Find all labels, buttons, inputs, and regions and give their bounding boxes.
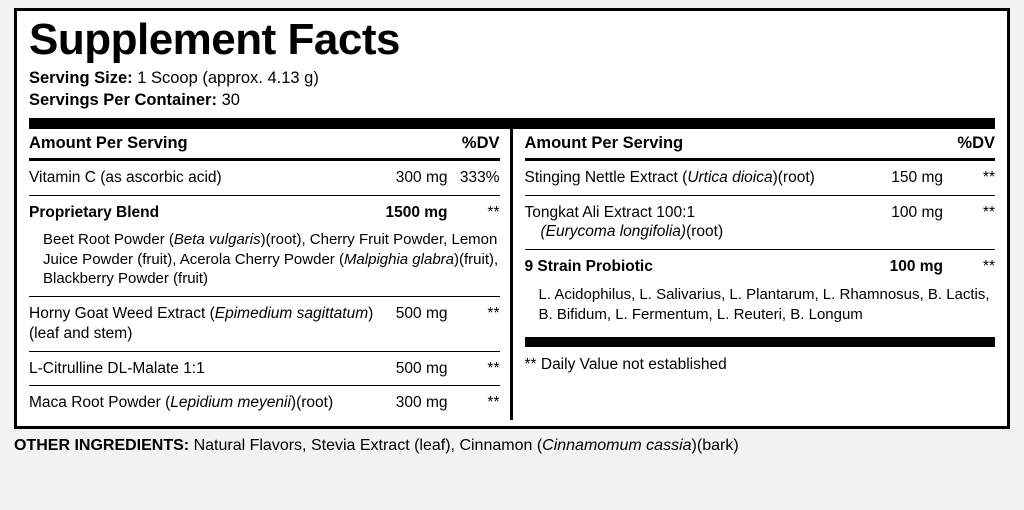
ingredient-name: Tongkat Ali Extract 100:1 (Eurycoma longifolia)(root): [524, 203, 724, 241]
table-row: [29, 196, 500, 230]
table-row: [29, 352, 500, 387]
ingredient-amount: 500 mg: [395, 359, 448, 377]
table-row: [29, 161, 500, 196]
ingredient-amount: 300 mg: [395, 394, 448, 412]
page-title: Supplement Facts: [29, 15, 400, 64]
other-ingredients: [14, 436, 1010, 457]
header-divider: [29, 118, 995, 129]
footnote-divider: [525, 337, 996, 347]
ingredient-amount: 300 mg: [395, 168, 448, 186]
ingredient-amount: 150 mg: [891, 168, 943, 186]
ingredient-amount: 100 mg: [889, 258, 943, 276]
ingredient-dv: **: [487, 359, 500, 377]
left-column: [29, 129, 513, 420]
serving-size-line: [29, 67, 995, 89]
supplement-facts-panel: [14, 8, 1010, 429]
ingredient-name: L-Citrulline DL-Malate 1:1: [29, 359, 205, 377]
servings-per-container-value: 30: [221, 91, 240, 110]
amount-per-serving-header: Amount Per Serving: [29, 133, 188, 152]
ingredient-dv: **: [982, 203, 995, 221]
ingredient-dv: **: [487, 203, 500, 221]
ingredient-name: Maca Root Powder (Lepidium meyenii)(root): [29, 394, 334, 412]
ingredient-amount: 1500 mg: [385, 203, 448, 221]
serving-size-label: Serving Size:: [29, 69, 133, 88]
ingredient-name: Horny Goat Weed Extract (Epimedium sagittatum)(leaf and stem): [29, 304, 374, 342]
ingredient-sublist: L. Acidophilus, L. Salivarius, L. Plantarum, L. Rhamnosus, B. Lactis, B. Bifidum, L. Fermentum, L. Reuteri, B. Longum: [538, 286, 990, 323]
dv-header: %DV: [957, 133, 995, 152]
other-ingredients-value: Natural Flavors, Stevia Extract (leaf), Cinnamon (Cinnamomum cassia)(bark): [193, 437, 739, 455]
ingredient-dv: **: [487, 304, 500, 322]
ingredient-dv: **: [982, 258, 995, 276]
amount-per-serving-header: Amount Per Serving: [524, 133, 684, 152]
ingredient-dv: **: [487, 394, 500, 412]
serving-size-value: 1 Scoop (approx. 4.13 g): [137, 69, 319, 88]
right-column-header: [525, 129, 996, 161]
ingredient-amount: 100 mg: [891, 203, 943, 221]
dv-header: %DV: [461, 133, 500, 152]
table-row: [525, 196, 996, 251]
nutrition-columns: [29, 129, 995, 420]
ingredient-name: 9 Strain Probiotic: [524, 258, 653, 276]
ingredient-name: Proprietary Blend: [29, 203, 160, 221]
ingredient-name: Vitamin C (as ascorbic acid): [29, 168, 222, 186]
other-ingredients-label: OTHER INGREDIENTS:: [14, 437, 190, 455]
ingredient-amount: 500 mg: [395, 304, 448, 322]
right-column: [513, 129, 996, 420]
servings-per-container-label: Servings Per Container:: [29, 91, 217, 110]
table-row: [525, 250, 996, 284]
ingredient-sublist: Beet Root Powder (Beta vulgaris)(root), Cherry Fruit Powder, Lemon Juice Powder (fruit), Acerola Cherry Powder (Malpighia glabra)(fruit), Blackberry Powder (fruit): [29, 229, 500, 297]
ingredient-dv: **: [982, 168, 995, 186]
table-row: [29, 386, 500, 420]
left-column-header: [29, 129, 500, 161]
servings-per-container-line: [29, 89, 995, 111]
ingredient-dv: 333%: [459, 168, 500, 186]
table-row: [525, 161, 996, 196]
ingredient-name: Stinging Nettle Extract (Urtica dioica)(root): [524, 168, 815, 186]
daily-value-footnote: ** Daily Value not established: [524, 356, 727, 374]
table-row: [29, 297, 500, 352]
